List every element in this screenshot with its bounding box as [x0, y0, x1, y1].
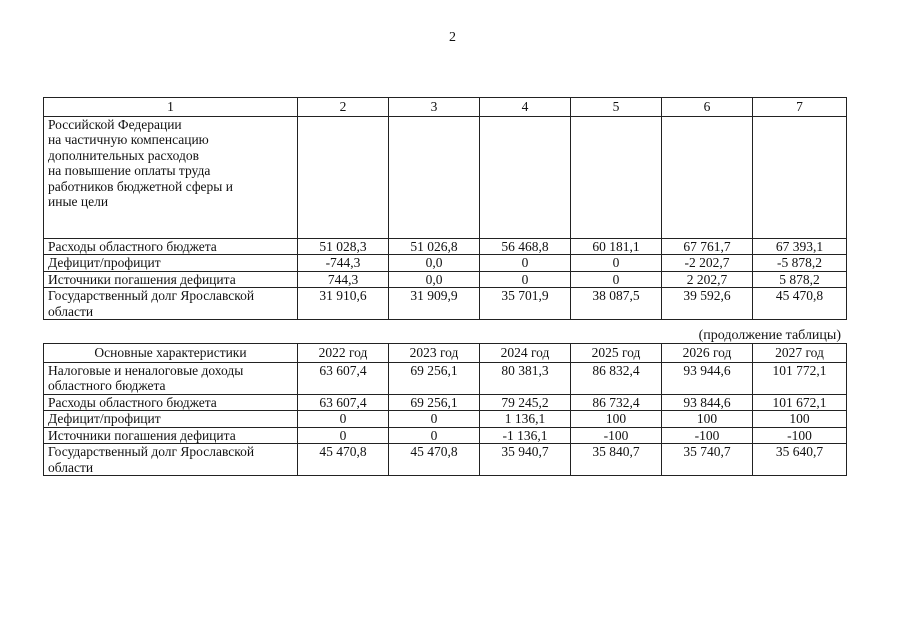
table-cell: 67 761,7 [662, 238, 753, 255]
table-cell: 80 381,3 [480, 362, 571, 394]
continuation-note: (продолжение таблицы) [698, 328, 841, 343]
row-label: Государственный долг Ярославской области [44, 444, 298, 476]
table1-col-header: 5 [571, 98, 662, 117]
table-cell: 67 393,1 [753, 238, 847, 255]
table-cell: 0 [389, 427, 480, 444]
table1-col-header: 1 [44, 98, 298, 117]
description-line: на повышение оплаты труда [48, 163, 211, 178]
table-cell: 51 026,8 [389, 238, 480, 255]
table-cell-empty [662, 116, 753, 238]
table-cell: 0,0 [389, 255, 480, 272]
table-cell: -100 [753, 427, 847, 444]
table-cell: 0 [298, 427, 389, 444]
table1-col-header: 2 [298, 98, 389, 117]
table-cell: 63 607,4 [298, 394, 389, 411]
table-cell: 93 844,6 [662, 394, 753, 411]
table-row [44, 255, 847, 272]
row-label: Налоговые и неналоговые доходы областного бюджета [44, 362, 298, 394]
table-cell: 2 202,7 [662, 271, 753, 288]
row-label: Источники погашения дефицита [44, 427, 298, 444]
row-label: Государственный долг Ярославской области [44, 288, 298, 320]
table-cell: -744,3 [298, 255, 389, 272]
row-label: Дефицит/профицит [44, 411, 298, 428]
table-cell: 35 640,7 [753, 444, 847, 476]
table2-col-header: 2024 год [480, 344, 571, 363]
description-line: дополнительных расходов [48, 147, 199, 163]
table-cell: 5 878,2 [753, 271, 847, 288]
table-cell: 35 701,9 [480, 288, 571, 320]
table-cell: 45 470,8 [298, 444, 389, 476]
table-cell: -2 202,7 [662, 255, 753, 272]
table-cell: 0 [298, 411, 389, 428]
table-cell: 45 470,8 [389, 444, 480, 476]
table-cell: 86 832,4 [571, 362, 662, 394]
budget-table-part-1 [43, 97, 847, 320]
row-label: Источники погашения дефицита [44, 271, 298, 288]
table-row [44, 271, 847, 288]
table2-col-header: 2025 год [571, 344, 662, 363]
description-line: Российской Федерации [48, 116, 182, 132]
table-row [44, 238, 847, 255]
table-cell: 100 [753, 411, 847, 428]
table-cell: 0 [480, 271, 571, 288]
table1-header-row [44, 98, 847, 117]
table-cell: 100 [662, 411, 753, 428]
table-cell: 31 910,6 [298, 288, 389, 320]
row-label: Дефицит/профицит [44, 255, 298, 272]
table1-col-header: 3 [389, 98, 480, 117]
table-cell-empty [753, 116, 847, 238]
table-cell: 0 [571, 271, 662, 288]
table-cell: 1 136,1 [480, 411, 571, 428]
table-cell: 86 732,4 [571, 394, 662, 411]
table1-col-header: 7 [753, 98, 847, 117]
table1-col-header: 6 [662, 98, 753, 117]
table-cell: 0 [389, 411, 480, 428]
table-cell: 35 840,7 [571, 444, 662, 476]
table-cell: 39 592,6 [662, 288, 753, 320]
table-cell: 93 944,6 [662, 362, 753, 394]
row-label: Расходы областного бюджета [44, 238, 298, 255]
table-cell: -5 878,2 [753, 255, 847, 272]
table-cell-empty [298, 116, 389, 238]
row-label: Расходы областного бюджета [44, 394, 298, 411]
description-line: работников бюджетной сферы и [48, 178, 233, 194]
table-cell: 101 672,1 [753, 394, 847, 411]
table2-col-header: 2023 год [389, 344, 480, 363]
table-cell-empty [571, 116, 662, 238]
table-row [44, 444, 847, 476]
table2-col-header: 2027 год [753, 344, 847, 363]
table-cell: 79 245,2 [480, 394, 571, 411]
table-cell: 31 909,9 [389, 288, 480, 320]
table2-col-header: Основные характеристики [44, 344, 298, 363]
table2-col-header: 2026 год [662, 344, 753, 363]
description-line: иные цели [48, 194, 109, 209]
description-line: на частичную компенсацию [48, 132, 209, 147]
table-cell: 69 256,1 [389, 394, 480, 411]
table-cell-empty [480, 116, 571, 238]
table-cell: 63 607,4 [298, 362, 389, 394]
table-cell-empty [389, 116, 480, 238]
page-number: 2 [449, 30, 456, 45]
table-row [44, 362, 847, 394]
table-cell: 100 [571, 411, 662, 428]
table-cell: 0 [571, 255, 662, 272]
table-row [44, 394, 847, 411]
table-cell: -100 [662, 427, 753, 444]
table-cell: -1 136,1 [480, 427, 571, 444]
table-row [44, 288, 847, 320]
table-cell: 744,3 [298, 271, 389, 288]
table2-col-header: 2022 год [298, 344, 389, 363]
table-cell: 56 468,8 [480, 238, 571, 255]
table-cell: 45 470,8 [753, 288, 847, 320]
table-cell: 0 [480, 255, 571, 272]
table2-header-row [44, 344, 847, 363]
table-cell: 35 740,7 [662, 444, 753, 476]
table1-col-header: 4 [480, 98, 571, 117]
table-cell: 101 772,1 [753, 362, 847, 394]
table-row [44, 427, 847, 444]
table1-description-cell [44, 116, 298, 238]
budget-table-part-2 [43, 343, 847, 476]
table-cell: 60 181,1 [571, 238, 662, 255]
table-cell: 0,0 [389, 271, 480, 288]
table-cell: 38 087,5 [571, 288, 662, 320]
table-cell: 35 940,7 [480, 444, 571, 476]
table-cell: 51 028,3 [298, 238, 389, 255]
table-row [44, 411, 847, 428]
table1-description-row [44, 116, 847, 238]
table-cell: -100 [571, 427, 662, 444]
table-cell: 69 256,1 [389, 362, 480, 394]
